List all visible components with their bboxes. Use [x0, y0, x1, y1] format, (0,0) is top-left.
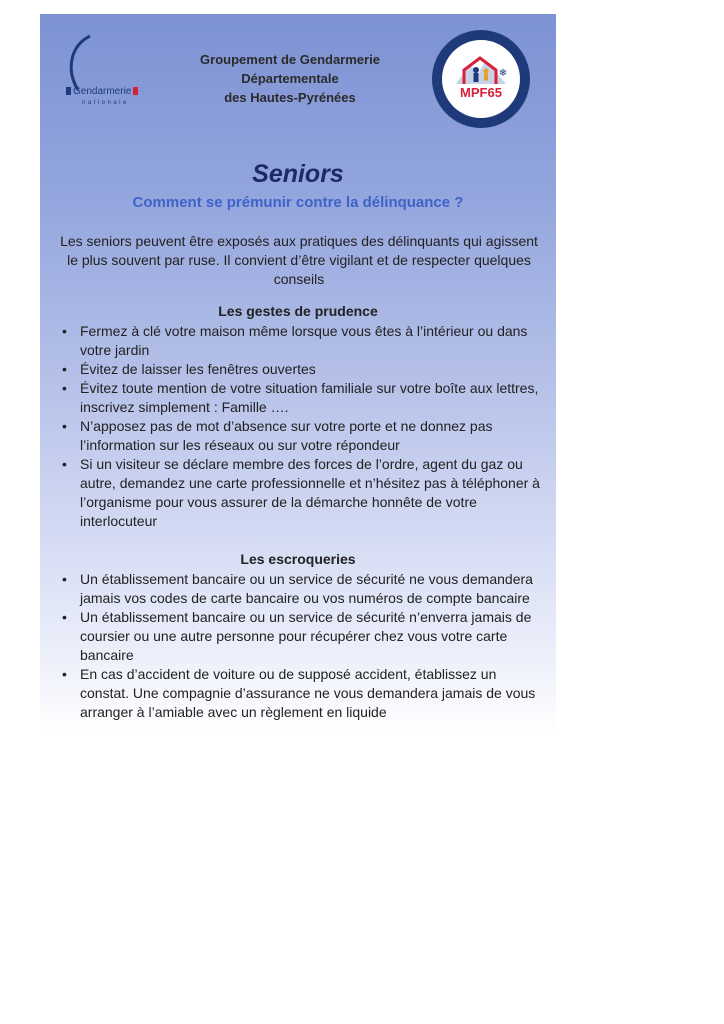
- svg-text:Maison de Protection des Famil: Maison de Protection des Familles: [441, 39, 521, 80]
- list-item: • En cas d’accident de voiture ou de supposé accident, établissez un constat. Une compagnie d’assurance ne vous demandera jamais de vous arranger à l’amiable avec un règlement en liquide: [62, 665, 546, 722]
- list-item: • Un établissement bancaire ou un service de sécurité ne vous demandera jamais vos codes de carte bancaire ou vos numéros de compte bancaire: [62, 570, 546, 608]
- section-heading-escroqueries: Les escroqueries: [240, 551, 356, 567]
- org-line: Départementale: [241, 71, 339, 86]
- prudence-list: [62, 322, 546, 531]
- logo-arc-icon: [60, 34, 100, 94]
- escroqueries-list: [62, 570, 546, 722]
- svg-text:GENDARMERIE: GENDARMERIE: [456, 97, 506, 114]
- intro-paragraph: Les seniors peuvent être exposés aux pratiques des délinquants qui agissent le plus souvent par ruse. Il convient d’être vigilant et de respecter quelques conseils: [60, 233, 538, 287]
- list-item: • N’apposez pas de mot d’absence sur votre porte et ne donnez pas l’information sur les réseaux ou sur votre répondeur: [62, 417, 546, 455]
- organization-name: [170, 50, 410, 107]
- brand-name: Gendarmerie: [66, 86, 138, 97]
- list-item: • Évitez de laisser les fenêtres ouvertes: [62, 360, 546, 379]
- svg-text:MPF65: MPF65: [460, 85, 502, 100]
- page-subtitle: Comment se prémunir contre la délinquance ?: [132, 194, 464, 211]
- list-item: • Fermez à clé votre maison même lorsque vous êtes à l’intérieur ou dans votre jardin: [62, 322, 546, 360]
- brand-subtitle: nationale: [82, 100, 129, 106]
- section-heading-prudence: Les gestes de prudence: [218, 303, 378, 319]
- list-item: • Un établissement bancaire ou un service de sécurité n’enverra jamais de coursier ou une autre personne pour récupérer chez vous votre carte bancaire: [62, 608, 546, 665]
- svg-text:❄: ❄: [498, 68, 508, 79]
- mpf65-badge-icon: [430, 28, 532, 130]
- gendarmerie-logo: [60, 34, 160, 104]
- flyer-sheet: [40, 14, 556, 734]
- list-item: • Si un visiteur se déclare membre des forces de l’ordre, agent du gaz ou autre, demandez une carte professionnelle et n’hésitez pas à téléphoner à l’organisme pour vous assurer de la démarche honnête de votre interlocuteur: [62, 455, 546, 531]
- page-title: Seniors: [252, 160, 344, 188]
- org-line: des Hautes-Pyrénées: [224, 90, 356, 105]
- org-line: Groupement de Gendarmerie: [200, 52, 380, 67]
- list-item: • Évitez toute mention de votre situation familiale sur votre boîte aux lettres, inscrivez simplement : Famille ….: [62, 379, 546, 417]
